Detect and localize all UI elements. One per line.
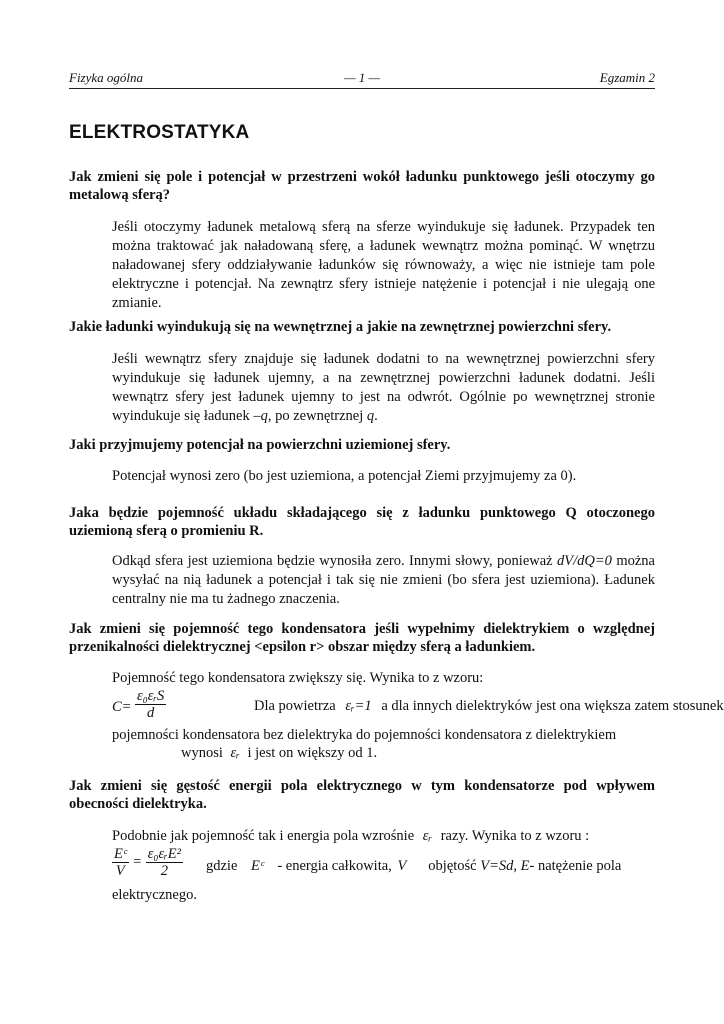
answer-3: Potencjał wynosi zero (bo jest uziemiona, a potencjał Ziemi przyjmujemy za 0). xyxy=(112,468,577,484)
answer-6-line-2: gdzie Eᶜ - energia całkowita, V objętość V=Sd, E- natężenie pola xyxy=(206,858,622,874)
answer-6-tail: elektrycznego. xyxy=(112,887,197,903)
page-header xyxy=(69,70,655,88)
answer-5-line-2: Dla powietrza εᵣ=1 a dla innych dielektryków jest ona większa zatem stosunek xyxy=(254,698,724,714)
header-exam: Egzamin 2 xyxy=(599,70,655,85)
question-3: Jaki przyjmujemy potencjał na powierzchni uziemionej sfery. xyxy=(69,437,451,453)
header-rule xyxy=(69,88,655,89)
answer-5-line-3: pojemności kondensatora bez dielektryka do pojemności kondensatora z dielektrykiem xyxy=(112,727,617,743)
formula-fraction-left: $\frac{\text{Eᶜ}}{V}$ xyxy=(114,846,127,879)
answer-5-line-4: wynosi εᵣ i jest on większy od 1. xyxy=(181,745,378,761)
answer-5-intro: Pojemność tego kondensatora zwiększy się. Wynika to z wzoru: xyxy=(112,670,484,686)
answer-6-intro: Podobnie jak pojemność tak i energia pola wzrośnie εᵣ razy. Wynika to z wzoru : xyxy=(112,828,590,844)
question-5: Jak zmieni się pojemność tego kondensatora jeśli wypełnimy dielektrykiem o względnej przenikalności dielektrycznej <epsilon r> obszar między sferą a ładunkiem. xyxy=(69,621,655,655)
answer-1: Jeśli otoczymy ładunek metalową sferą na sferze wyindukuje się ładunek. Przypadek ten można traktować jak naładowaną sferę, a ładunek wewnątrz można pominąć. W wnętrzu naładowanej sfery oddziaływanie ładunków się równoważy, a więc nie istnieje tam pole elektryczne i potencjał. Na zewnątrz sfery istnieje natężenie i potencjał i nie ulegają one zmianie. xyxy=(112,219,655,311)
energy-density-formula: $\frac{\text{Eᶜ}}{V}$ = $\frac{\text{ε₀εᵣE²}}{2}$ xyxy=(114,846,181,879)
question-1: Jak zmieni się pole i potencjał w przestrzeni wokół ładunku punktowego jeśli otoczymy go metalową sferą? xyxy=(69,169,655,203)
header-page-number: — 1 — xyxy=(343,70,381,85)
question-6: Jak zmieni się gęstość energii pola elektrycznego w tym kondensatorze pod wpływem obecności dielektryka. xyxy=(69,778,655,812)
formula-fraction: ε₀εᵣS d xyxy=(137,688,165,721)
formula-lhs: C= xyxy=(112,699,132,715)
page-title: ELEKTROSTATYKA xyxy=(69,122,250,143)
answer-4: Odkąd sfera jest uziemiona będzie wynosiła zero. Innymi słowy, ponieważ dV/dQ=0 można wysyłać na nią ładunek a potencjał i tak się nie zmieni (bo sfera jest uziemiona). Ładunek centralny nie ma tu żadnego znaczenia. xyxy=(112,553,655,607)
question-4: Jaka będzie pojemność układu składającego się z ładunku punktowego Q otoczonego uziemioną sferą o promieniu R. xyxy=(69,505,655,539)
formula-fraction-right: $\frac{\text{ε₀εᵣE²}}{2}$ xyxy=(147,846,181,879)
answer-2: Jeśli wewnątrz sfery znajduje się ładunek dodatni to na wewnętrznej powierzchni sfery wyindukuje się ładunek ujemny, a na zewnętrznej powierzchni ładunek dodatni. Jeśli wewnątrz sfery jest ładunek ujemny to jest na odwrót. Ogólnie po wewnętrznej stronie wyindukuje się ładunek –q, po zewnętrznej q. xyxy=(112,351,655,424)
question-2: Jakie ładunki wyindukują się na wewnętrznej a jakie na zewnętrznej powierzchni sfery. xyxy=(69,319,612,335)
header-subject: Fizyka ogólna xyxy=(69,70,144,85)
